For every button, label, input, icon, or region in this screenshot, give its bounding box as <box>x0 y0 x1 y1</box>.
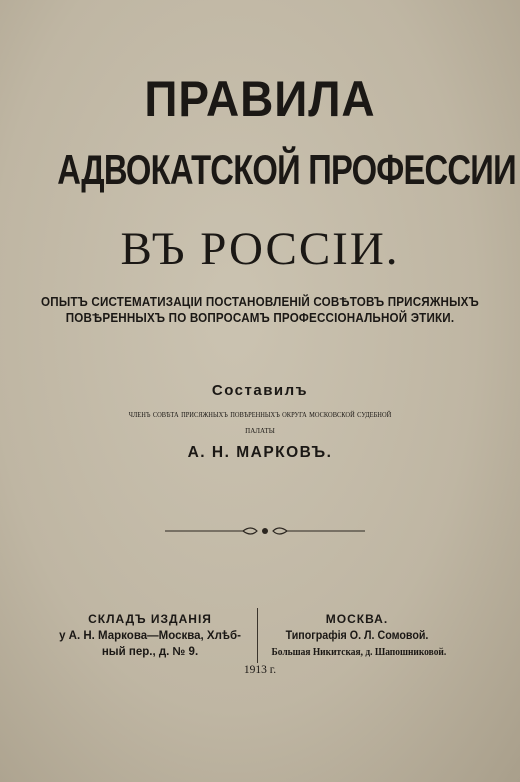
publisher-address-line-2: ный пер., д. № 9. <box>101 646 199 658</box>
title-line-3: ВЪ РОССІИ. <box>120 223 400 275</box>
author-name: А. Н. МАРКОВЪ. <box>187 444 333 461</box>
publisher-label: СКЛАДЪ ИЗДАНІЯ <box>88 612 212 626</box>
compiler-position-line-1: членъ совѣта присяжныхъ повѣренныхъ округа московской судебной <box>128 409 392 420</box>
footer-divider <box>257 608 258 663</box>
title-line-1: ПРАВИЛА <box>144 71 376 127</box>
compiled-by-label: Составилъ <box>211 382 309 399</box>
title-line-2: АДВОКАТСКОЙ ПРОФЕССИИ <box>57 146 516 193</box>
printer-name: Типографія О. Л. Сомовой. <box>285 630 429 642</box>
city-label: МОСКВА. <box>325 612 389 626</box>
publication-year: 1913 г. <box>243 664 277 676</box>
publisher-address-line-1: у А. Н. Маркова—Москва, Хлѣб- <box>59 630 241 642</box>
compiler-position-line-2: палаты <box>245 425 275 436</box>
ornament-divider <box>165 524 365 538</box>
subtitle-line-2: ПОВѢРЕННЫХЪ ПО ВОПРОСАМЪ ПРОФЕССІОНАЛЬНОЙ ЭТИКИ. <box>65 311 455 325</box>
subtitle-line-1: ОПЫТЪ СИСТЕМАТИЗАЦІИ ПОСТАНОВЛЕНІЙ СОВѢТОВЪ ПРИСЯЖНЫХЪ <box>41 295 479 309</box>
printer-address: Большая Никитская, д. Шапошниковой. <box>271 647 447 658</box>
